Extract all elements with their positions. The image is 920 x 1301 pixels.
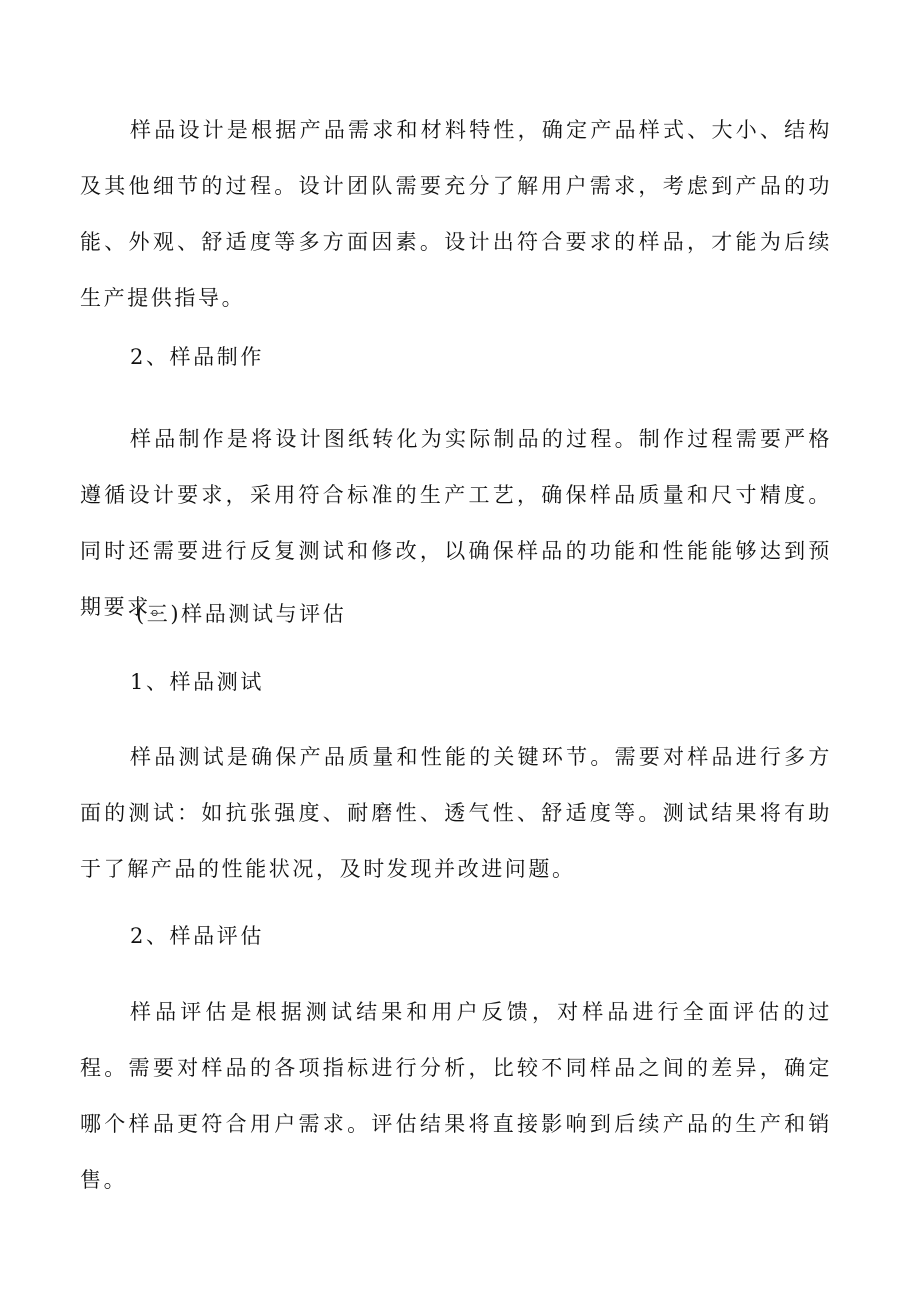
- paragraph-sample-making: 样品制作是将设计图纸转化为实际制品的过程。制作过程需要严格遵循设计要求，采用符合标准的生产工艺，确保样品质量和尺寸精度。同时还需要进行反复测试和修改，以确保样品的功能和性能能够达到预期要求。: [80, 427, 832, 619]
- paragraph-sample-evaluation: 样品评估是根据测试结果和用户反馈，对样品进行全面评估的过程。需要对样品的各项指标进行分析，比较不同样品之间的差异，确定哪个样品更符合用户需求。评估结果将直接影响到后续产品的生产和销售。: [80, 1000, 832, 1192]
- heading-sample-evaluation: 2、样品评估: [130, 924, 264, 948]
- heading-sample-testing: 1、样品测试: [130, 670, 264, 694]
- heading-sample-making: 2、样品制作: [130, 345, 264, 369]
- paragraph-sample-testing: 样品测试是确保产品质量和性能的关键环节。需要对样品进行多方面的测试：如抗张强度、耐磨性、透气性、舒适度等。测试结果将有助于了解产品的性能状况，及时发现并改进问题。: [80, 745, 832, 881]
- heading-section-three: (三)样品测试与评估: [136, 602, 347, 626]
- paragraph-sample-design: 样品设计是根据产品需求和材料特性，确定产品样式、大小、结构及其他细节的过程。设计团队需要充分了解用户需求，考虑到产品的功能、外观、舒适度等多方面因素。设计出符合要求的样品，才能为后续生产提供指导。: [80, 118, 832, 310]
